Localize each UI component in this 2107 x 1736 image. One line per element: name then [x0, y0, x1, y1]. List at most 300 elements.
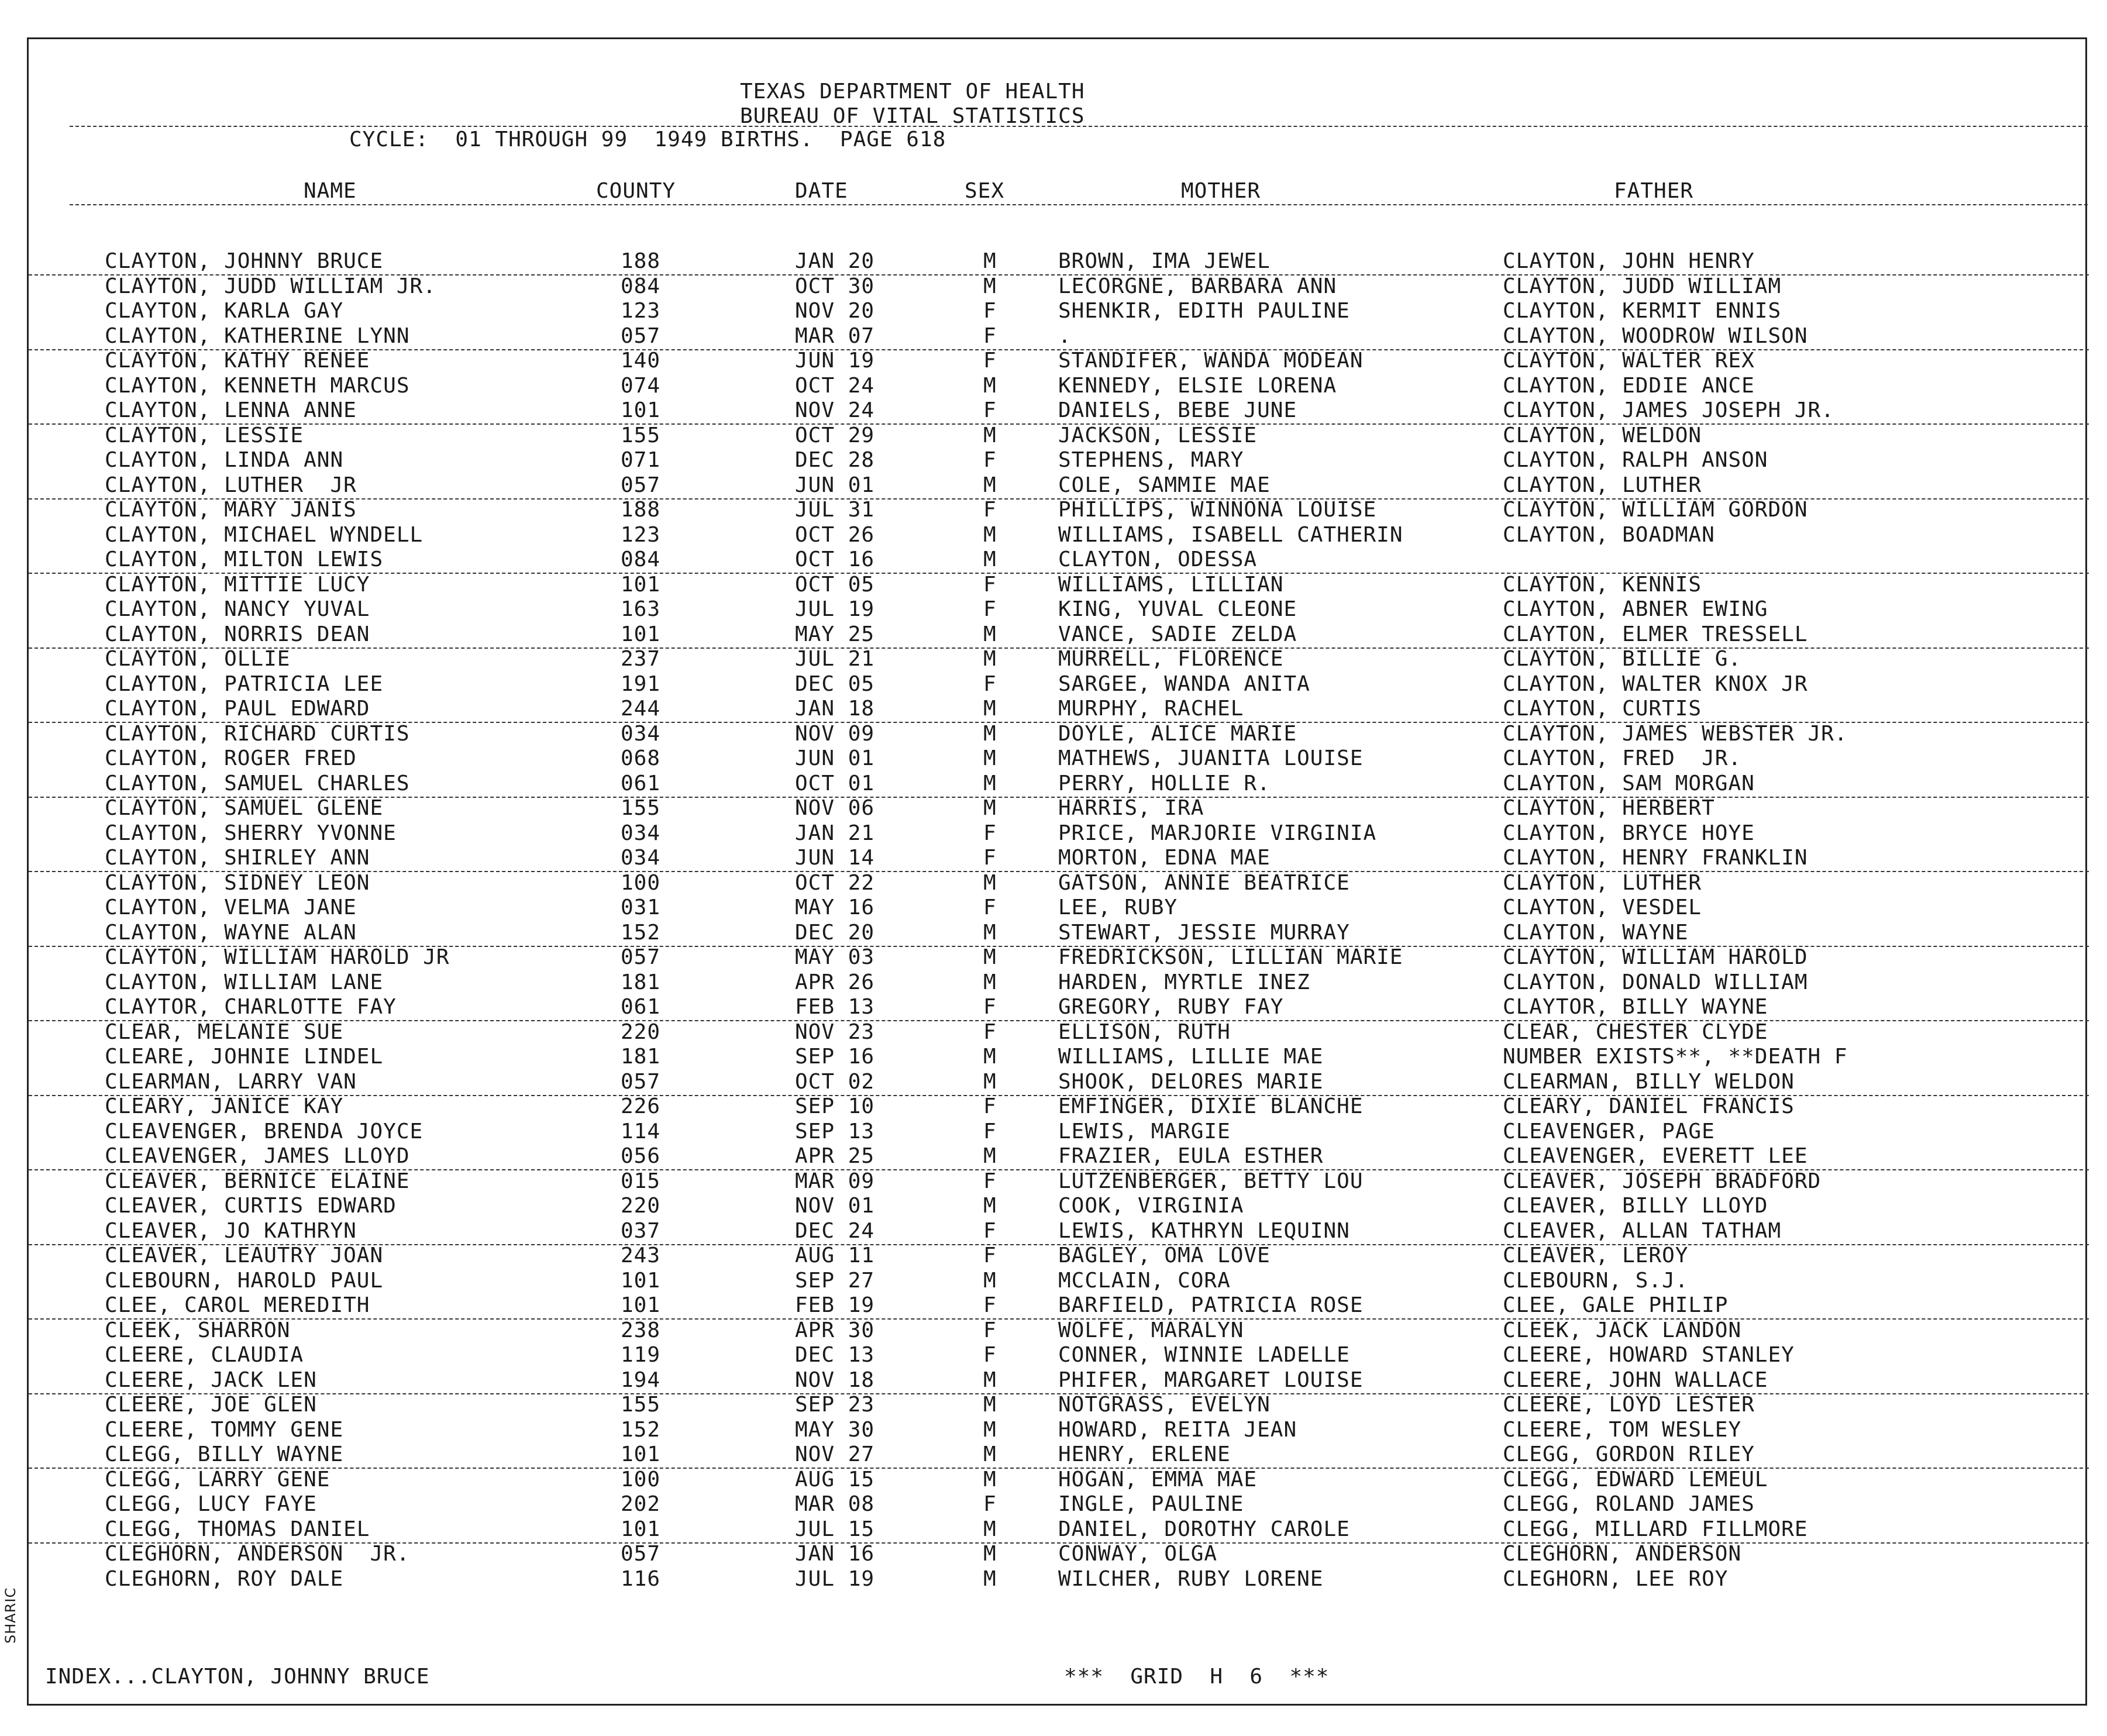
record-father: CLAYTON, DONALD WILLIAM	[1503, 970, 1808, 994]
table-row	[29, 673, 2089, 697]
record-county: 057	[621, 1069, 661, 1094]
record-sex: F	[983, 1244, 997, 1267]
record-date: SEP 10	[795, 1094, 875, 1118]
record-county: 034	[621, 821, 661, 845]
record-father: CLEERE, JOHN WALLACE	[1503, 1368, 1768, 1392]
record-county: 155	[621, 796, 661, 820]
table-row	[29, 1443, 2089, 1469]
record-date: NOV 18	[795, 1368, 875, 1392]
record-sex: M	[983, 423, 997, 447]
side-label: SHARIC	[2, 1587, 19, 1644]
record-name: CLAYTON, RICHARD CURTIS	[105, 721, 410, 746]
record-father: CLAYTON, RALPH ANSON	[1503, 448, 1768, 472]
record-sex: F	[983, 597, 997, 621]
record-father: CLAYTON, HERBERT	[1503, 796, 1715, 820]
table-row	[29, 1145, 2089, 1170]
record-sex: M	[983, 1393, 997, 1417]
record-name: CLEAVER, CURTIS EDWARD	[105, 1194, 397, 1218]
record-date: OCT 05	[795, 572, 875, 597]
record-name: CLAYTON, SAMUEL CHARLES	[105, 771, 410, 795]
record-mother: DANIELS, BEBE JUNE	[1058, 398, 1297, 422]
record-name: CLAYTOR, CHARLOTTE FAY	[105, 995, 397, 1019]
record-father: CLAYTON, LUTHER	[1503, 870, 1702, 895]
record-county: 123	[621, 299, 661, 323]
table-row	[29, 946, 2089, 970]
table-row	[29, 896, 2089, 921]
record-sex: M	[983, 920, 997, 945]
table-row	[29, 971, 2089, 996]
record-father: CLAYTON, VESDEL	[1503, 895, 1702, 919]
record-date: MAR 07	[795, 323, 875, 348]
table-row	[29, 1418, 2089, 1443]
record-father: CLAYTON, CURTIS	[1503, 697, 1702, 721]
record-name: CLAYTON, OLLIE	[105, 647, 291, 671]
record-father: CLEGG, ROLAND JAMES	[1503, 1492, 1755, 1516]
record-county: 015	[621, 1169, 661, 1193]
record-date: MAR 08	[795, 1492, 875, 1516]
record-sex: M	[983, 274, 997, 298]
record-father: CLAYTON, WAYNE	[1503, 920, 1689, 945]
record-sex: F	[983, 1318, 997, 1342]
record-mother: HOGAN, EMMA MAE	[1058, 1467, 1258, 1492]
record-sex: F	[983, 846, 997, 870]
record-sex: M	[983, 1442, 997, 1466]
table-row	[29, 846, 2089, 872]
record-county: 100	[621, 1467, 661, 1492]
table-row	[29, 1493, 2089, 1517]
record-father: CLEARMAN, BILLY WELDON	[1503, 1069, 1795, 1094]
record-father: CLAYTON, JOHN HENRY	[1503, 249, 1755, 273]
record-date: OCT 01	[795, 771, 875, 795]
record-date: OCT 24	[795, 373, 875, 398]
record-father: CLEAVER, LEROY	[1503, 1244, 1689, 1267]
record-father: CLEGG, EDWARD LEMEUL	[1503, 1467, 1768, 1492]
record-county: 191	[621, 671, 661, 696]
table-row	[29, 872, 2089, 896]
record-name: CLEBOURN, HAROLD PAUL	[105, 1268, 384, 1293]
record-mother: KING, YUVAL CLEONE	[1058, 597, 1297, 621]
record-mother: WOLFE, MARALYN	[1058, 1318, 1244, 1342]
record-county: 155	[621, 423, 661, 447]
record-mother: PHIFER, MARGARET LOUISE	[1058, 1368, 1364, 1392]
table-row	[29, 250, 2089, 275]
record-county: 084	[621, 547, 661, 571]
record-sex: M	[983, 697, 997, 721]
record-name: CLEARY, JANICE KAY	[105, 1094, 344, 1118]
record-father: CLAYTON, JUDD WILLIAM	[1503, 274, 1782, 298]
record-sex: M	[983, 647, 997, 671]
record-county: 152	[621, 1417, 661, 1442]
record-name: CLAYTON, LUTHER JR	[105, 473, 357, 497]
record-sex: F	[983, 1293, 997, 1317]
record-mother: SHENKIR, EDITH PAULINE	[1058, 299, 1350, 323]
record-name: CLAYTON, KENNETH MARCUS	[105, 373, 410, 398]
record-county: 123	[621, 522, 661, 547]
record-date: APR 26	[795, 970, 875, 994]
record-mother: LEE, RUBY	[1058, 895, 1178, 919]
document-frame	[27, 37, 2087, 1706]
record-county: 068	[621, 746, 661, 770]
record-father: CLAYTON, WILLIAM HAROLD	[1503, 945, 1808, 969]
table-row	[29, 325, 2089, 350]
record-date: SEP 27	[795, 1268, 875, 1293]
record-sex: M	[983, 249, 997, 273]
record-father: CLEAVENGER, EVERETT LEE	[1503, 1144, 1808, 1168]
record-sex: F	[983, 1119, 997, 1143]
record-name: CLEAVER, LEAUTRY JOAN	[105, 1244, 384, 1267]
record-father: CLEGHORN, ANDERSON	[1503, 1542, 1742, 1566]
record-name: CLAYTON, LESSIE	[105, 423, 304, 447]
record-date: MAY 30	[795, 1417, 875, 1442]
record-sex: F	[983, 448, 997, 472]
table-row	[29, 1244, 2089, 1269]
table-row	[29, 921, 2089, 947]
table-row	[29, 598, 2089, 622]
record-date: NOV 09	[795, 721, 875, 746]
record-sex: M	[983, 547, 997, 571]
record-county: 037	[621, 1218, 661, 1243]
record-sex: F	[983, 349, 997, 373]
record-mother: SARGEE, WANDA ANITA	[1058, 671, 1310, 696]
record-sex: M	[983, 1417, 997, 1442]
record-father: CLAYTON, JAMES JOSEPH JR.	[1503, 398, 1834, 422]
record-sex: F	[983, 323, 997, 348]
table-row	[29, 797, 2089, 821]
table-row	[29, 474, 2089, 500]
record-date: JAN 20	[795, 249, 875, 273]
record-name: CLAYTON, KARLA GAY	[105, 299, 344, 323]
table-row	[29, 1344, 2089, 1368]
record-father: CLAYTON, SAM MORGAN	[1503, 771, 1755, 795]
record-date: JUN 19	[795, 349, 875, 373]
record-father: CLEARY, DANIEL FRANCIS	[1503, 1094, 1795, 1118]
record-name: CLAYTON, KATHY RENEE	[105, 349, 370, 373]
record-name: CLAYTON, WILLIAM HAROLD JR	[105, 945, 450, 969]
record-mother: ELLISON, RUTH	[1058, 1019, 1231, 1044]
record-county: 034	[621, 846, 661, 870]
record-date: DEC 28	[795, 448, 875, 472]
record-name: CLAYTON, MARY JANIS	[105, 498, 357, 522]
record-name: CLEARE, JOHNIE LINDEL	[105, 1045, 384, 1069]
record-county: 152	[621, 920, 661, 945]
record-mother: CONNER, WINNIE LADELLE	[1058, 1343, 1350, 1367]
record-father: CLAYTON, ELMER TRESSELL	[1503, 622, 1808, 646]
footer-index: INDEX...CLAYTON, JOHNNY BRUCE	[45, 1665, 430, 1689]
record-mother: GATSON, ANNIE BEATRICE	[1058, 870, 1350, 895]
record-date: JUL 21	[795, 647, 875, 671]
record-date: MAR 09	[795, 1169, 875, 1193]
table-row	[29, 1070, 2089, 1096]
table-row	[29, 573, 2089, 598]
record-name: CLEERE, TOMMY GENE	[105, 1417, 344, 1442]
table-row	[29, 1194, 2089, 1219]
record-date: NOV 27	[795, 1442, 875, 1466]
record-date: APR 25	[795, 1144, 875, 1168]
record-father: CLAYTON, KENNIS	[1503, 572, 1702, 597]
table-row	[29, 1568, 2089, 1592]
record-sex: M	[983, 1542, 997, 1566]
record-mother: .	[1058, 323, 1072, 348]
record-county: 057	[621, 1542, 661, 1566]
record-mother: DANIEL, DOROTHY CAROLE	[1058, 1517, 1350, 1541]
record-date: JUN 01	[795, 746, 875, 770]
record-county: 057	[621, 323, 661, 348]
record-name: CLEAVENGER, JAMES LLOYD	[105, 1144, 410, 1168]
table-row	[29, 1393, 2089, 1418]
record-father: CLEERE, LOYD LESTER	[1503, 1393, 1755, 1417]
record-county: 101	[621, 398, 661, 422]
record-date: DEC 24	[795, 1218, 875, 1243]
record-name: CLAYTON, WAYNE ALAN	[105, 920, 357, 945]
record-county: 056	[621, 1144, 661, 1168]
record-name: CLEAR, MELANIE SUE	[105, 1019, 344, 1044]
record-mother: HOWARD, REITA JEAN	[1058, 1417, 1297, 1442]
record-name: CLEE, CAROL MEREDITH	[105, 1293, 370, 1317]
record-county: 101	[621, 1517, 661, 1541]
record-sex: M	[983, 1069, 997, 1094]
record-county: 188	[621, 249, 661, 273]
record-father: CLAYTON, BILLIE G.	[1503, 647, 1742, 671]
record-father: CLEGG, GORDON RILEY	[1503, 1442, 1755, 1466]
record-mother: MORTON, EDNA MAE	[1058, 846, 1271, 870]
record-mother: LECORGNE, BARBARA ANN	[1058, 274, 1337, 298]
record-mother: MATHEWS, JUANITA LOUISE	[1058, 746, 1364, 770]
table-row	[29, 1095, 2089, 1120]
record-sex: M	[983, 1144, 997, 1168]
record-father: CLEAR, CHESTER CLYDE	[1503, 1019, 1768, 1044]
record-sex: M	[983, 522, 997, 547]
record-date: OCT 16	[795, 547, 875, 571]
table-row	[29, 1294, 2089, 1320]
record-mother: LEWIS, MARGIE	[1058, 1119, 1231, 1143]
record-name: CLAYTON, NANCY YUVAL	[105, 597, 370, 621]
record-county: 220	[621, 1194, 661, 1218]
record-name: CLAYTON, PAUL EDWARD	[105, 697, 370, 721]
record-mother: COLE, SAMMIE MAE	[1058, 473, 1271, 497]
record-sex: F	[983, 1019, 997, 1044]
record-date: JUL 15	[795, 1517, 875, 1541]
record-name: CLAYTON, JUDD WILLIAM JR.	[105, 274, 436, 298]
record-county: 101	[621, 1293, 661, 1317]
record-mother: GREGORY, RUBY FAY	[1058, 995, 1284, 1019]
record-name: CLEGHORN, ANDERSON JR.	[105, 1542, 410, 1566]
record-date: MAY 16	[795, 895, 875, 919]
record-sex: F	[983, 1169, 997, 1193]
record-name: CLAYTON, MITTIE LUCY	[105, 572, 370, 597]
record-name: CLEGG, BILLY WAYNE	[105, 1442, 344, 1466]
record-date: FEB 19	[795, 1293, 875, 1317]
record-name: CLEERE, JACK LEN	[105, 1368, 317, 1392]
record-county: 101	[621, 1442, 661, 1466]
record-mother: FREDRICKSON, LILLIAN MARIE	[1058, 945, 1403, 969]
record-date: MAY 03	[795, 945, 875, 969]
table-row	[29, 1170, 2089, 1194]
record-date: JUL 31	[795, 498, 875, 522]
record-date: JUL 19	[795, 597, 875, 621]
record-sex: M	[983, 1517, 997, 1541]
record-father: CLEGG, MILLARD FILLMORE	[1503, 1517, 1808, 1541]
table-row	[29, 747, 2089, 771]
table-row	[29, 299, 2089, 324]
record-father: CLAYTON, WALTER REX	[1503, 349, 1755, 373]
record-sex: F	[983, 299, 997, 323]
record-name: CLAYTON, LINDA ANN	[105, 448, 344, 472]
record-mother: COOK, VIRGINIA	[1058, 1194, 1244, 1218]
record-date: SEP 13	[795, 1119, 875, 1143]
record-county: 238	[621, 1318, 661, 1342]
table-row	[29, 1369, 2089, 1394]
record-name: CLAYTON, SAMUEL GLENE	[105, 796, 384, 820]
column-header-sex: SEX	[965, 179, 1005, 203]
record-date: SEP 16	[795, 1045, 875, 1069]
record-mother: INGLE, PAULINE	[1058, 1492, 1244, 1516]
record-mother: JACKSON, LESSIE	[1058, 423, 1258, 447]
record-county: 188	[621, 498, 661, 522]
record-county: 244	[621, 697, 661, 721]
record-sex: M	[983, 622, 997, 646]
table-row	[29, 374, 2089, 399]
record-date: NOV 01	[795, 1194, 875, 1218]
column-header-date: DATE	[795, 179, 848, 203]
footer-grid: *** GRID H 6 ***	[1064, 1665, 1330, 1689]
table-row	[29, 1120, 2089, 1145]
record-name: CLEGHORN, ROY DALE	[105, 1566, 344, 1591]
record-date: JUL 19	[795, 1566, 875, 1591]
record-sex: F	[983, 1343, 997, 1367]
record-date: OCT 22	[795, 870, 875, 895]
record-name: CLEEK, SHARRON	[105, 1318, 291, 1342]
record-sex: M	[983, 1368, 997, 1392]
record-date: JAN 21	[795, 821, 875, 845]
record-name: CLAYTON, WILLIAM LANE	[105, 970, 384, 994]
record-mother: CONWAY, OLGA	[1058, 1542, 1218, 1566]
table-row	[29, 1468, 2089, 1493]
record-county: 057	[621, 473, 661, 497]
record-father: NUMBER EXISTS**, **DEATH F	[1503, 1045, 1848, 1069]
record-date: OCT 30	[795, 274, 875, 298]
record-date: NOV 23	[795, 1019, 875, 1044]
record-father: CLEERE, HOWARD STANLEY	[1503, 1343, 1795, 1367]
record-father: CLAYTON, EDDIE ANCE	[1503, 373, 1755, 398]
record-sex: F	[983, 671, 997, 696]
record-county: 202	[621, 1492, 661, 1516]
record-county: 114	[621, 1119, 661, 1143]
record-date: OCT 29	[795, 423, 875, 447]
record-mother: LEWIS, KATHRYN LEQUINN	[1058, 1218, 1350, 1243]
record-name: CLAYTON, PATRICIA LEE	[105, 671, 384, 696]
record-mother: MCCLAIN, CORA	[1058, 1268, 1231, 1293]
record-date: FEB 13	[795, 995, 875, 1019]
record-county: 100	[621, 870, 661, 895]
record-mother: WILLIAMS, LILLIAN	[1058, 572, 1284, 597]
record-date: OCT 26	[795, 522, 875, 547]
record-county: 220	[621, 1019, 661, 1044]
record-date: DEC 05	[795, 671, 875, 696]
record-mother: NOTGRASS, EVELYN	[1058, 1393, 1271, 1417]
record-county: 034	[621, 721, 661, 746]
table-row	[29, 1220, 2089, 1245]
record-county: 057	[621, 945, 661, 969]
record-name: CLEGG, LARRY GENE	[105, 1467, 330, 1492]
record-county: 181	[621, 970, 661, 994]
record-county: 237	[621, 647, 661, 671]
record-sex: M	[983, 473, 997, 497]
record-father: CLAYTON, WILLIAM GORDON	[1503, 498, 1808, 522]
record-mother: MURRELL, FLORENCE	[1058, 647, 1284, 671]
record-county: 119	[621, 1343, 661, 1367]
record-sex: M	[983, 1566, 997, 1591]
record-father: CLEAVER, JOSEPH BRADFORD	[1503, 1169, 1822, 1193]
table-row	[29, 399, 2089, 425]
record-mother: BARFIELD, PATRICIA ROSE	[1058, 1293, 1364, 1317]
record-date: NOV 06	[795, 796, 875, 820]
record-mother: WILLIAMS, LILLIE MAE	[1058, 1045, 1324, 1069]
record-sex: M	[983, 746, 997, 770]
record-father: CLAYTON, KERMIT ENNIS	[1503, 299, 1782, 323]
record-father: CLAYTON, JAMES WEBSTER JR.	[1503, 721, 1848, 746]
record-mother: HARDEN, MYRTLE INEZ	[1058, 970, 1310, 994]
header-divider	[70, 126, 2088, 127]
record-sex: M	[983, 796, 997, 820]
record-date: JAN 18	[795, 697, 875, 721]
column-header-mother: MOTHER	[1181, 179, 1261, 203]
record-date: APR 30	[795, 1318, 875, 1342]
record-name: CLAYTON, VELMA JANE	[105, 895, 357, 919]
record-mother: MURPHY, RACHEL	[1058, 697, 1244, 721]
table-row	[29, 548, 2089, 574]
record-father: CLEAVENGER, PAGE	[1503, 1119, 1715, 1143]
record-date: NOV 24	[795, 398, 875, 422]
table-row	[29, 996, 2089, 1021]
record-mother: SHOOK, DELORES MARIE	[1058, 1069, 1324, 1094]
record-sex: M	[983, 771, 997, 795]
column-header-divider	[70, 204, 2088, 205]
record-county: 074	[621, 373, 661, 398]
record-sex: M	[983, 970, 997, 994]
record-mother: WILLIAMS, ISABELL CATHERIN	[1058, 522, 1403, 547]
record-county: 061	[621, 771, 661, 795]
record-date: DEC 13	[795, 1343, 875, 1367]
table-row	[29, 647, 2089, 672]
record-mother: FRAZIER, EULA ESTHER	[1058, 1144, 1324, 1168]
record-county: 163	[621, 597, 661, 621]
record-name: CLAYTON, ROGER FRED	[105, 746, 357, 770]
record-county: 226	[621, 1094, 661, 1118]
table-row	[29, 498, 2089, 523]
record-mother: CLAYTON, ODESSA	[1058, 547, 1258, 571]
table-row	[29, 523, 2089, 548]
table-row	[29, 822, 2089, 846]
header-bureau: BUREAU OF VITAL STATISTICS	[740, 104, 1085, 128]
record-father: CLAYTON, WALTER KNOX JR	[1503, 671, 1808, 696]
record-sex: M	[983, 870, 997, 895]
record-father: CLAYTOR, BILLY WAYNE	[1503, 995, 1768, 1019]
table-row	[29, 1269, 2089, 1294]
record-sex: M	[983, 1268, 997, 1293]
record-father: CLEE, GALE PHILIP	[1503, 1293, 1729, 1317]
record-name: CLAYTON, MILTON LEWIS	[105, 547, 384, 571]
record-mother: STEWART, JESSIE MURRAY	[1058, 920, 1350, 945]
record-sex: M	[983, 373, 997, 398]
record-father: CLEEK, JACK LANDON	[1503, 1318, 1742, 1342]
record-father: CLEAVER, BILLY LLOYD	[1503, 1194, 1768, 1218]
record-name: CLAYTON, SHERRY YVONNE	[105, 821, 397, 845]
record-county: 181	[621, 1045, 661, 1069]
table-row	[29, 1021, 2089, 1045]
record-date: JUN 01	[795, 473, 875, 497]
record-date: NOV 20	[795, 299, 875, 323]
table-row	[29, 1518, 2089, 1544]
